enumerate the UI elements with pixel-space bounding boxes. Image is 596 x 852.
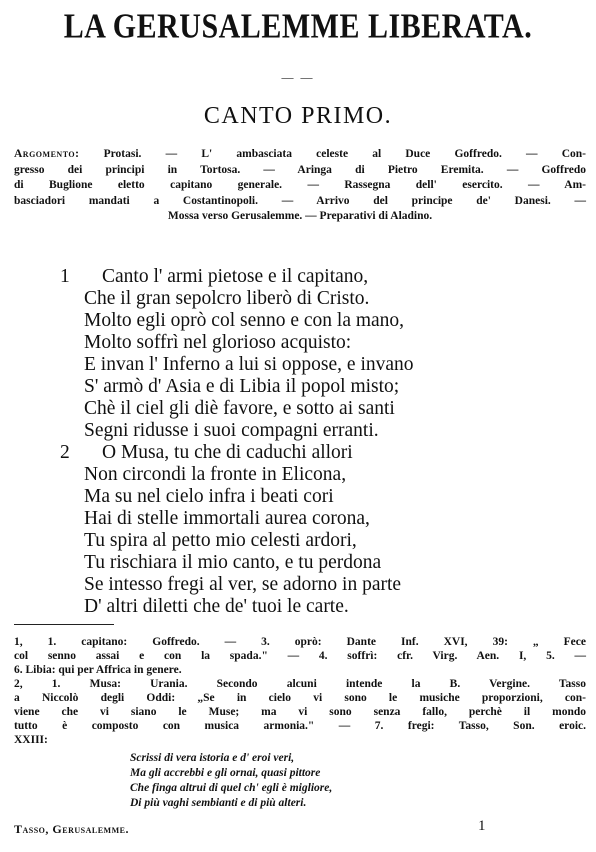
footnote-line: col senno assai e con la spada." — 4. soffrì: cfr. Virg. Aen. I, 5. — [14, 650, 586, 662]
verse-line: Non circondi la fronte in Elicona, [84, 464, 347, 485]
verse-line: Hai di stelle immortali aurea corona, [84, 508, 370, 529]
stanza-number: 1 [60, 266, 70, 287]
footnote-line: 6. Libia: qui per Affrica in genere. [14, 664, 182, 676]
verse-line: Molto egli oprò col senno e con la mano, [84, 310, 405, 331]
argument-line: di Buglione eletto capitano generale. — Rassegna dell' esercito. — Am- [14, 179, 586, 191]
footnote-line: a Niccolò degli Oddi: „Se in cielo vi sono le musiche proporzioni, con- [14, 692, 586, 704]
footer-signature: Tasso, Gerusalemme. [14, 822, 129, 836]
title-ornament: — — [281, 70, 315, 84]
verse-line: D' altri diletti che de' tuoi le carte. [84, 596, 349, 617]
verse-line: Che il gran sepolcro liberò di Cristo. [84, 288, 370, 309]
quote-line: Ma gli accrebbi e gli ornai, quasi pittore [130, 767, 321, 779]
argument-line: basciadori mandati a Costantinopoli. — Arrivo del principe de' Danesi. — [14, 194, 586, 207]
verse-line: Se intesso fregi al ver, se adorno in parte [84, 574, 402, 595]
verse-line: S' armò d' Asia e di Libia il popol misto; [84, 376, 400, 397]
footnote-line: viene che vi siano le Muse; ma vi sono senza fallo, perchè il mondo [14, 706, 586, 718]
verse-line: E invan l' Inferno a lui si oppose, e invano [84, 354, 414, 375]
footnote-line: tutto è composto con musica armonia." — 7. fregi: Tasso, Son. eroic. [14, 720, 586, 732]
quote-line: Di più vaghi sembianti e di più alteri. [130, 797, 307, 809]
stanza-number: 2 [60, 442, 70, 463]
verse-line: Tu rischiara il mio canto, e tu perdona [84, 552, 382, 573]
argument-line: Mossa verso Gerusalemme. — Preparativi di Aladino. [167, 210, 433, 222]
page-title: LA GERUSALEMME LIBERATA. [63, 7, 533, 46]
argument-line: Argomento: Protasi. — L' ambasciata celeste al Duce Goffredo. — Con- [14, 148, 587, 160]
argument-line: gresso dei principi in Tortosa. — Aringa di Pietro Eremita. — Goffredo [14, 163, 586, 176]
footnote-line: XXIII: [14, 734, 48, 746]
verse-line: Tu spira al petto mio celesti ardori, [84, 530, 357, 551]
canto-heading: CANTO PRIMO. [203, 103, 393, 129]
quote-line: Che finga altrui di quel ch' egli è migliore, [130, 782, 333, 794]
footnotes [14, 635, 586, 747]
notes-divider [14, 624, 114, 625]
verse-line: Canto l' armi pietose e il capitano, [102, 266, 369, 287]
quote-line: Scrissi di vera istoria e d' eroi veri, [130, 752, 295, 764]
verse-line: O Musa, tu che di caduchi allori [102, 442, 353, 463]
verse-line: Ma su nel cielo infra i beati cori [84, 486, 334, 507]
verse-line: Segni ridusse i suoi compagni erranti. [84, 420, 379, 441]
argument-label: Argomento: [14, 148, 80, 160]
footnote-line: 1, 1. capitano: Goffredo. — 3. oprò: Dante Inf. XVI, 39: „ Fece [14, 636, 586, 648]
page-number: 1 [478, 818, 486, 834]
footnote-quote [130, 751, 332, 811]
verse-line: Chè il ciel gli diè favore, e sotto ai santi [84, 398, 395, 419]
argument-block [14, 147, 586, 225]
verse-line: Molto soffrì nel glorioso acquisto: [84, 332, 352, 353]
footnote-line: 2, 1. Musa: Urania. Secondo alcuni intende la B. Vergine. Tasso [14, 678, 586, 690]
